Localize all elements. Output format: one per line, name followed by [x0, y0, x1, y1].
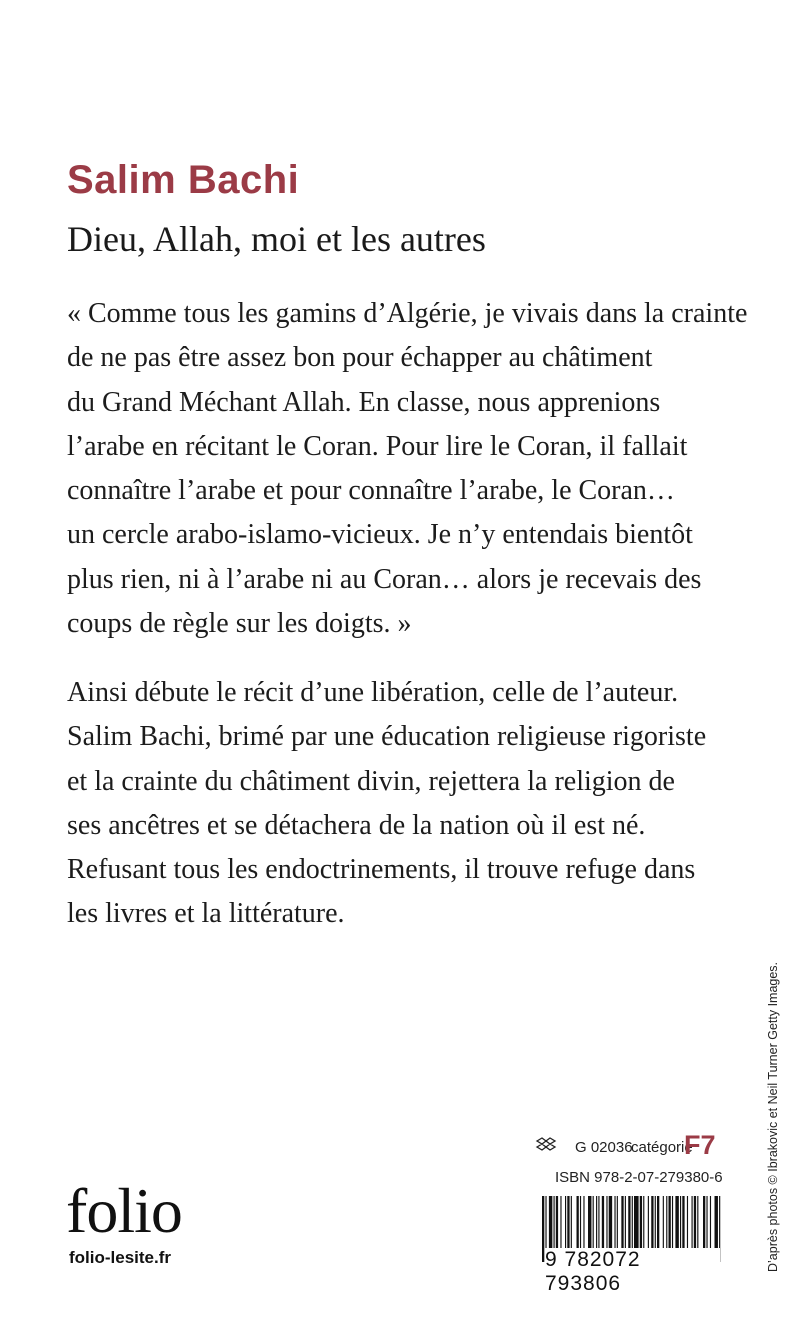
catalog-code: G 02036	[575, 1139, 633, 1156]
summary-line: ses ancêtres et se détachera de la nation où il est né.	[67, 809, 646, 841]
barcode-bar	[542, 1196, 544, 1262]
category-code: F7	[684, 1130, 716, 1160]
quote-line: de ne pas être assez bon pour échapper au châtiment	[67, 342, 653, 374]
quote-line: du Grand Méchant Allah. En classe, nous apprenions	[67, 386, 661, 418]
barcode-digits: 9 782072 793806	[545, 1248, 720, 1296]
book-icon	[535, 1135, 557, 1155]
quote-line: un cercle arabo-islamo-vicieux. Je n’y entendais bientôt	[67, 519, 693, 551]
folio-logo: folio	[66, 1175, 182, 1246]
category-label: catégorie	[631, 1139, 693, 1156]
summary-line: et la crainte du châtiment divin, rejettera la religion de	[67, 765, 675, 797]
catalog-row	[535, 1131, 720, 1161]
quote-paragraph	[67, 292, 748, 646]
summary-line: Salim Bachi, brimé par une éducation religieuse rigoriste	[67, 721, 707, 753]
quote-line: connaître l’arabe et pour connaître l’arabe, le Coran…	[67, 475, 675, 507]
summary-line: Refusant tous les endoctrinements, il trouve refuge dans	[67, 854, 696, 886]
quote-line: « Comme tous les gamins d’Algérie, je vivais dans la crainte	[67, 298, 748, 329]
summary-line: les livres et la littérature.	[67, 898, 345, 930]
quote-line: plus rien, ni à l’arabe ni au Coran… alors je recevais des	[67, 563, 702, 595]
author-name: Salim Bachi	[67, 158, 300, 202]
quote-line: l’arabe en récitant le Coran. Pour lire le Coran, il fallait	[67, 430, 688, 462]
book-title: Dieu, Allah, moi et les autres	[67, 219, 486, 259]
summary-line: Ainsi débute le récit d’une libération, celle de l’auteur.	[67, 677, 679, 708]
publisher-website: folio-lesite.fr	[69, 1248, 172, 1267]
quote-line: coups de règle sur les doigts. »	[67, 608, 412, 640]
photo-credit: D’après photos © Ibrakovic et Neil Turner Getty Images.	[766, 961, 780, 1272]
isbn: ISBN 978-2-07-279380-6	[555, 1169, 723, 1186]
summary-paragraph	[67, 671, 723, 937]
